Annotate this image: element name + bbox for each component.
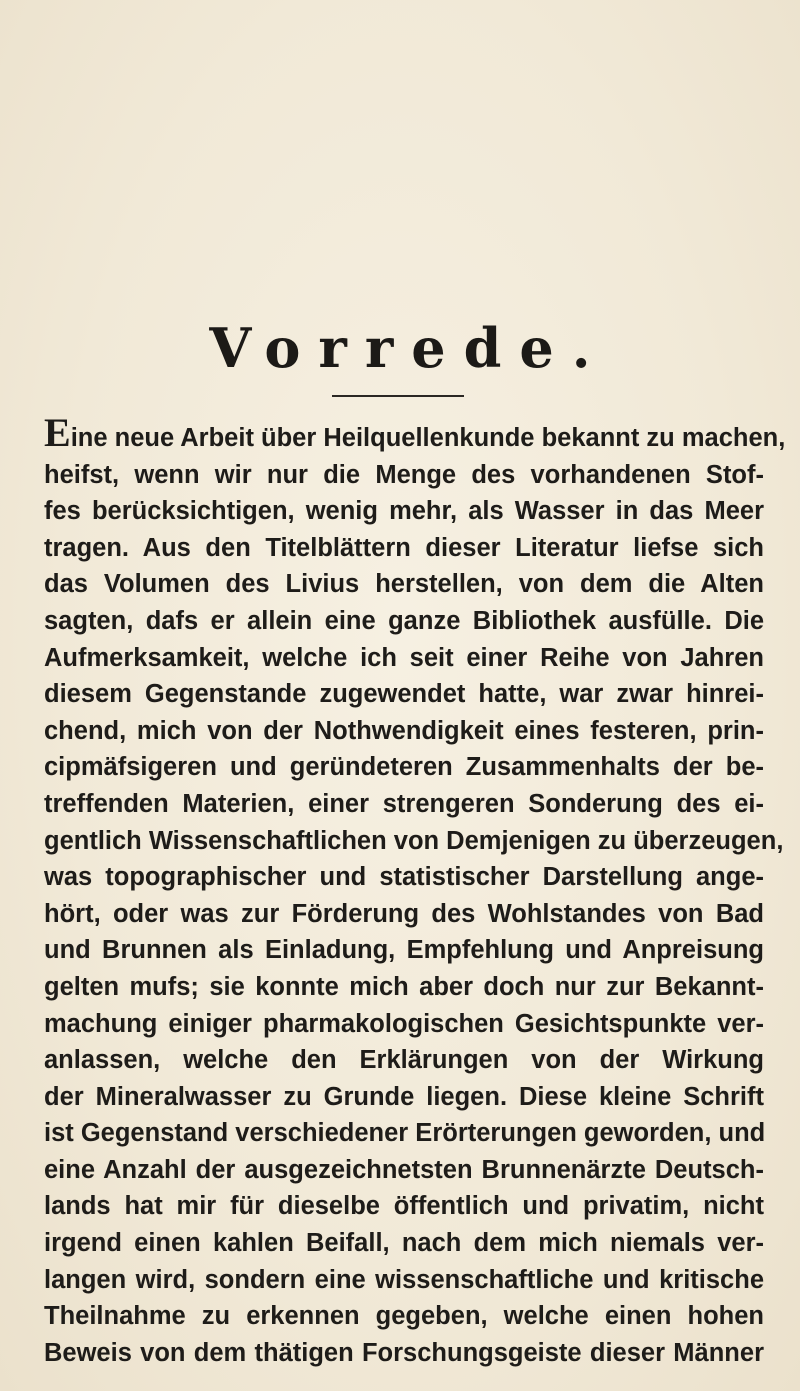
title-rule	[332, 395, 464, 397]
text-line: machung einiger pharmakologischen Gesichtspunkte ver-	[44, 1009, 764, 1038]
text-line: diesem Gegenstande zugewendet hatte, war zwar hinrei-	[44, 680, 764, 709]
text-line: heifst, wenn wir nur die Menge des vorhandenen Stof-	[44, 460, 764, 489]
text-line: anlassen, welche den Erklärungen von der Wirkung	[44, 1046, 764, 1075]
text-line: lands hat mir für dieselbe öffentlich und privatim, nicht	[44, 1192, 764, 1221]
text-line: der Mineralwasser zu Grunde liegen. Diese kleine Schrift	[44, 1082, 764, 1111]
text-line: hört, oder was zur Förderung des Wohlstandes von Bad	[44, 899, 764, 928]
text-line: Theilnahme zu erkennen gegeben, welche einen hohen	[44, 1302, 764, 1331]
text-line: gentlich Wissenschaftlichen von Demjenigen zu überzeugen,	[44, 826, 784, 855]
initial-letter: E	[44, 410, 71, 455]
text-line: fes berücksichtigen, wenig mehr, als Wasser in das Meer	[44, 497, 764, 526]
text-line: was topographischer und statistischer Darstellung ange-	[44, 863, 764, 892]
text-line: sagten, dafs er allein eine ganze Bibliothek ausfülle. Die	[44, 606, 764, 635]
page-title: Vorrede.	[209, 316, 609, 380]
text-line: chend, mich von der Nothwendigkeit eines festeren, prin-	[44, 716, 764, 745]
text-line: cipmäfsigeren und geründeteren Zusammenhalts der be-	[44, 753, 764, 782]
text-line: irgend einen kahlen Beifall, nach dem mich niemals ver-	[44, 1229, 764, 1258]
text-line: treffenden Materien, einer strengeren Sonderung des ei-	[44, 789, 764, 818]
text-line-content: ine neue Arbeit über Heilquellenkunde bekannt zu machen,	[70, 424, 786, 452]
text-line: gelten mufs; sie konnte mich aber doch nur zur Bekannt-	[44, 972, 764, 1001]
text-line: eine Anzahl der ausgezeichnetsten Brunnenärzte Deutsch-	[44, 1155, 764, 1184]
text-line: Aufmerksamkeit, welche ich seit einer Reihe von Jahren	[44, 643, 764, 672]
text-line: das Volumen des Livius herstellen, von dem die Alten	[44, 570, 764, 599]
body-text	[44, 410, 786, 1371]
text-line: und Brunnen als Einladung, Empfehlung und Anpreisung	[44, 936, 764, 965]
text-line: ist Gegenstand verschiedener Erörterungen geworden, und	[44, 1119, 766, 1148]
text-line: tragen. Aus den Titelblättern dieser Literatur liefse sich	[44, 533, 764, 562]
text-line	[44, 410, 786, 457]
text-line: Beweis von dem thätigen Forschungsgeiste dieser Männer	[44, 1338, 764, 1367]
text-line: langen wird, sondern eine wissenschaftliche und kritische	[44, 1265, 764, 1294]
